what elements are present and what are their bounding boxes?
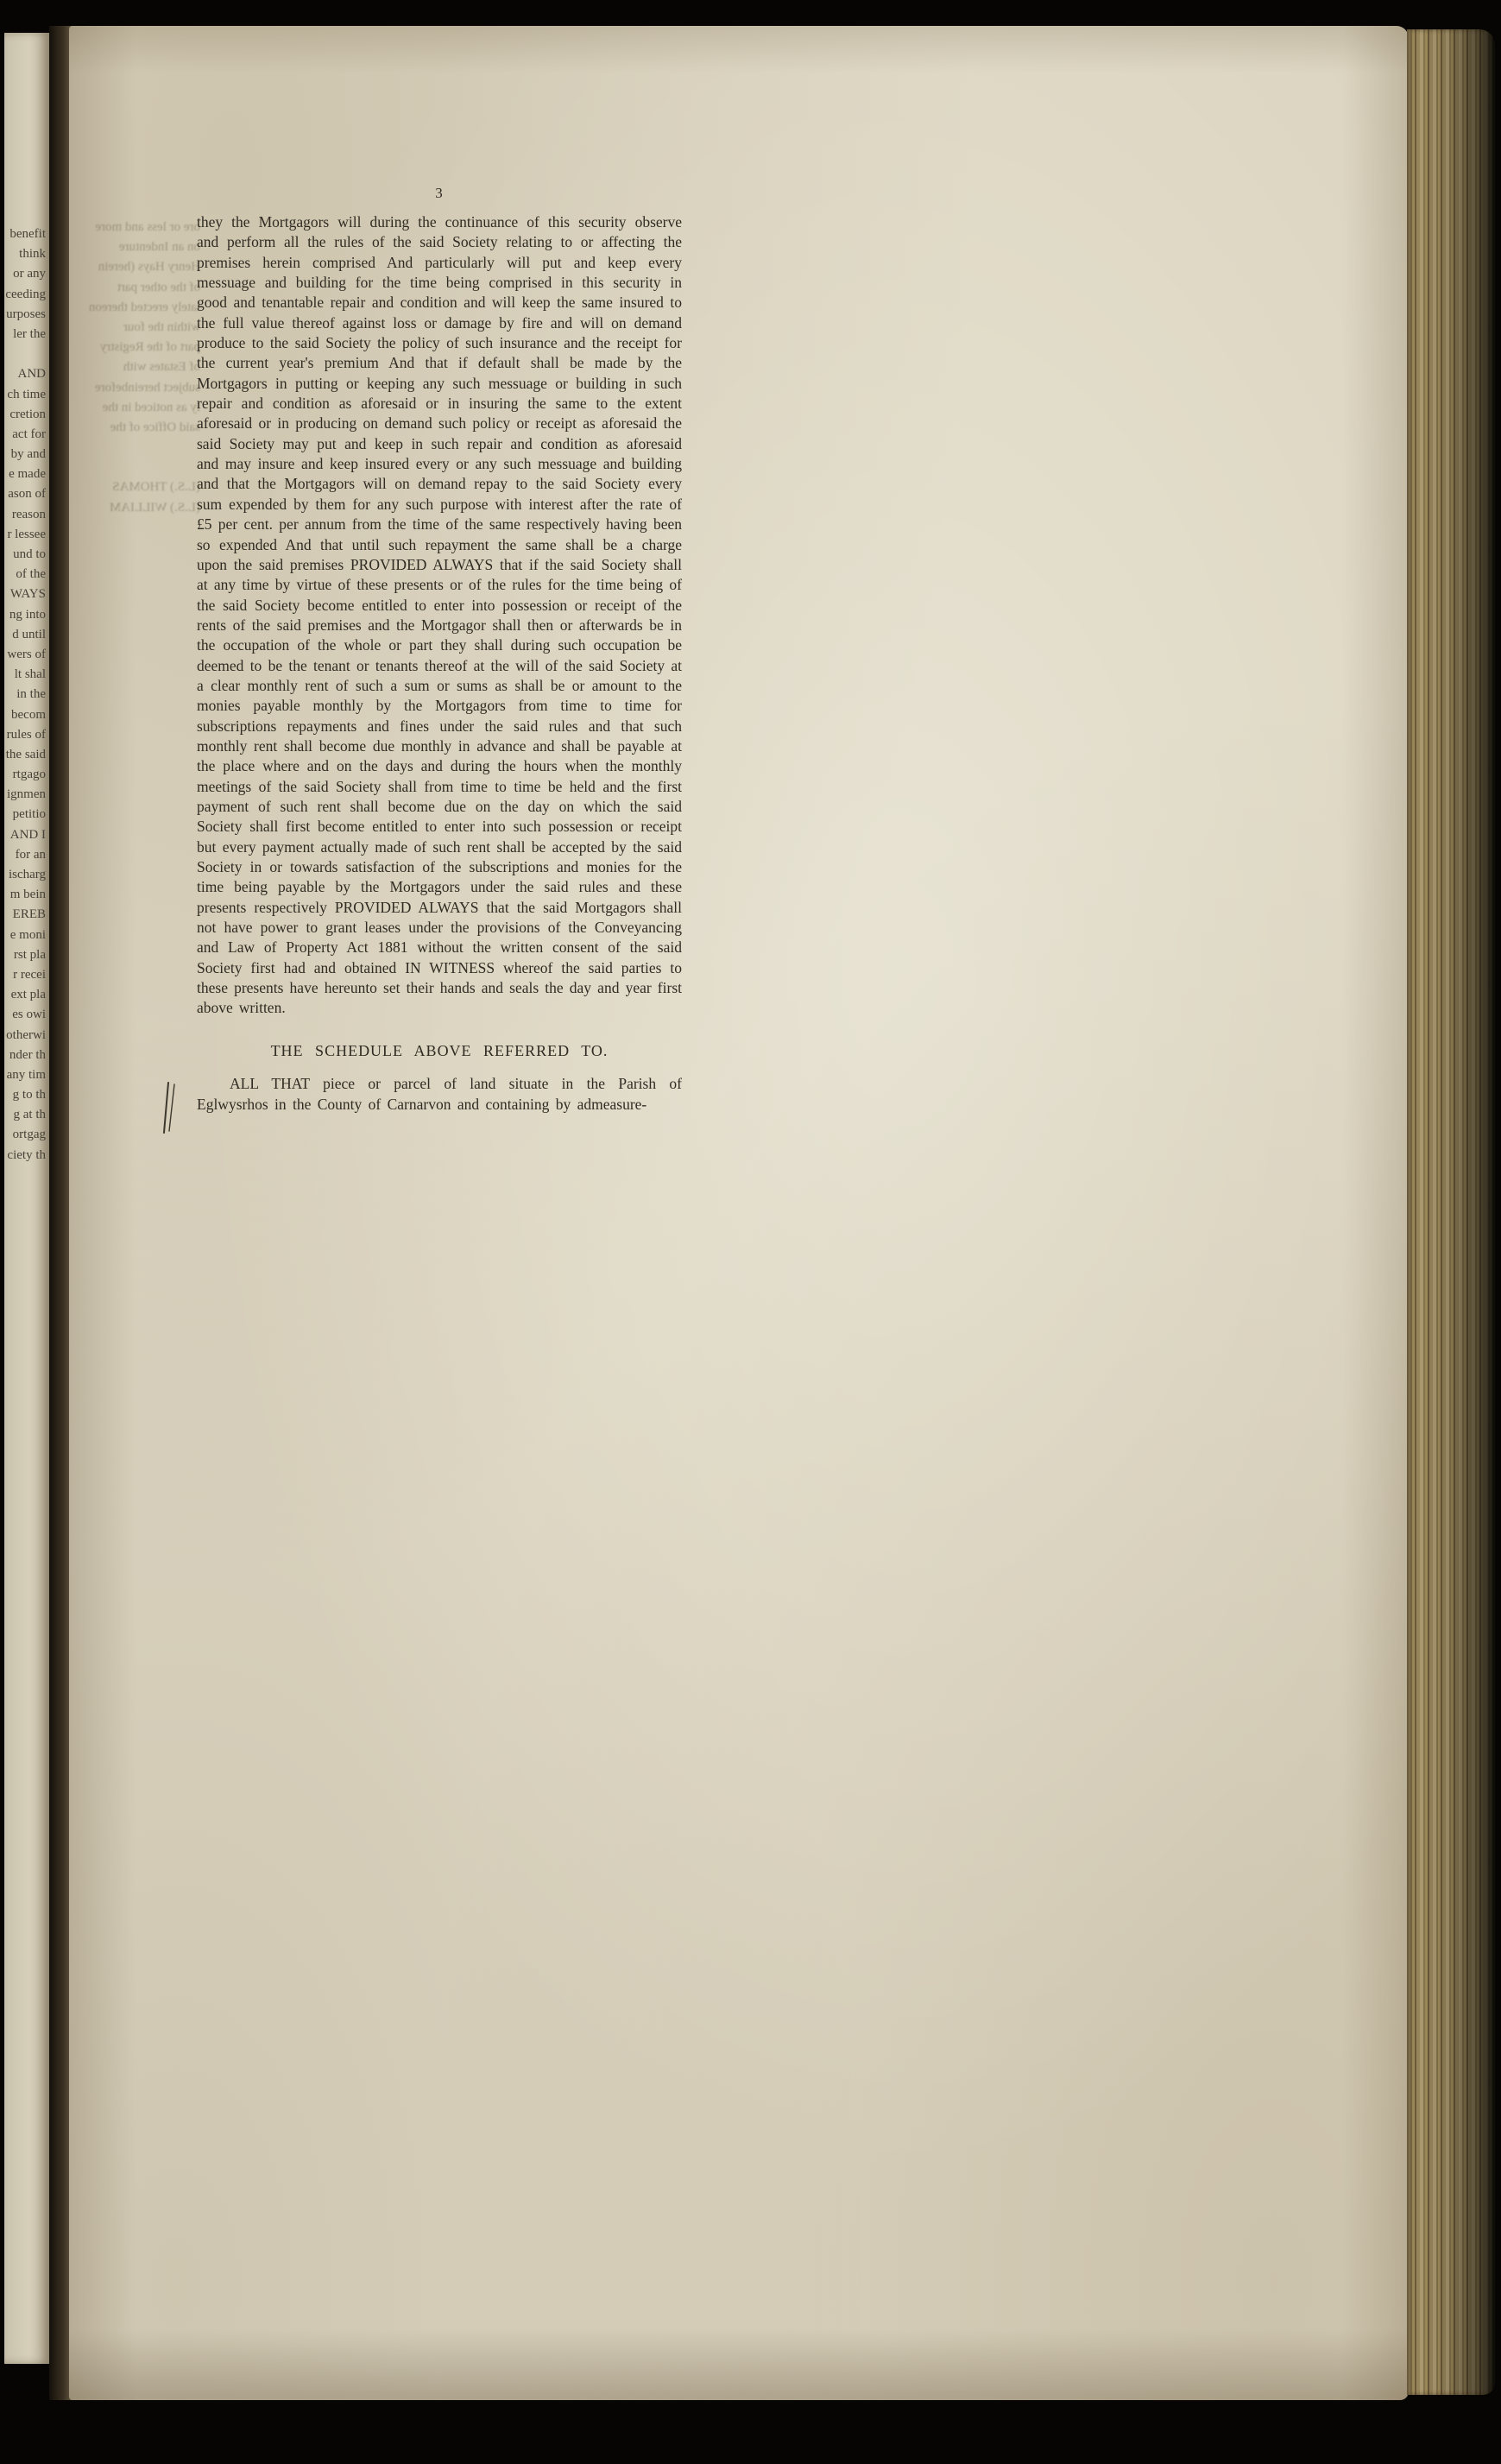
page-fragment-line: think <box>19 247 46 262</box>
page-fragment-line: g to th <box>12 1088 46 1102</box>
bleedthrough-line: part of the Registry <box>99 340 200 355</box>
page-number: 3 <box>435 185 444 201</box>
page-fragment-line: g at th <box>13 1108 46 1122</box>
bleedthrough-line: said Office of the <box>110 420 200 434</box>
page-fragment-line: AND I <box>9 827 46 842</box>
page-fragment-line: ceeding <box>5 287 46 301</box>
bleedthrough-text <box>69 218 200 518</box>
page-fragment-line: for an <box>15 847 46 862</box>
page-fragment-line: urposes <box>6 306 46 321</box>
page-fragment-line: d until <box>12 627 46 641</box>
previous-page-edge <box>4 33 49 2364</box>
page-fragment-line <box>4 344 46 364</box>
bleedthrough-line: (L.S.) WILLIAM <box>109 500 200 515</box>
bleedthrough-line: ly as noticed in the <box>102 400 200 414</box>
page-fragment-line: ler the <box>13 326 46 341</box>
bleedthrough-line: subject hereinbefore <box>94 380 200 395</box>
page-fragment-line: ch time <box>7 387 46 401</box>
page-fragment-line: rtgago <box>12 768 46 782</box>
previous-page-text-column <box>4 224 47 1166</box>
bleedthrough-line: within the four <box>123 319 200 334</box>
page-fragment-line: ng into <box>9 607 46 622</box>
page-fragment-line: m bein <box>9 888 46 902</box>
bleedthrough-line: Henry Hays (herein <box>98 260 200 275</box>
page-fragment-line: ciety th <box>7 1147 46 1162</box>
schedule-heading: THE SCHEDULE ABOVE REFERRED TO. <box>270 1041 609 1059</box>
page-fragment-line: petitio <box>12 807 46 822</box>
margin-mark <box>161 1081 180 1136</box>
page-fragment-line: r recei <box>13 967 46 982</box>
page-fragment-line: rules of <box>6 727 46 742</box>
page-fragment-line: ortgag <box>12 1128 46 1142</box>
page-fragment-line: becom <box>11 707 46 722</box>
page-fragment-line: und to <box>13 547 46 561</box>
page-fragment-line: e moni <box>9 927 46 942</box>
page-fragment-line: AND <box>17 367 46 382</box>
page-fragment-line: e made <box>9 467 46 482</box>
bleedthrough-line: of Estates with <box>123 360 200 375</box>
page-fragment-line: the said <box>5 747 46 761</box>
page-content <box>197 185 682 1115</box>
bleedthrough-line: on an Indenture <box>118 240 200 255</box>
page-fragment-line: ignmen <box>7 787 46 802</box>
page-fragment-line: nder th <box>9 1047 46 1062</box>
page-fragment-line: any tim <box>6 1067 46 1082</box>
bleedthrough-line <box>69 458 200 477</box>
page-fragment-line: EREB <box>12 907 46 922</box>
page-fragment-line: rst pla <box>13 947 46 962</box>
page-fragment-line: act for <box>12 426 46 441</box>
page-fragment-line: wers of <box>7 647 46 661</box>
bleedthrough-line: lately erected thereon <box>88 300 200 314</box>
bleedthrough-line <box>69 438 200 458</box>
page-fragment-line: or any <box>13 267 46 281</box>
fore-edge-pages <box>1407 29 1495 2395</box>
page-fragment-line: ext pla <box>10 988 46 1002</box>
page-fragment-line: in the <box>16 687 46 702</box>
bleedthrough-line: of the other part <box>117 280 200 294</box>
page-fragment-line: ason of <box>8 487 46 502</box>
bleedthrough-line: ore or less and more <box>95 220 200 234</box>
schedule-paragraph: ALL THAT piece or parcel of land situate in the Parish of Eglwysrhos in the County of Carnarvon and containing by admeasure- <box>197 1074 682 1113</box>
page-fragment-line: lt shal <box>14 667 46 682</box>
page-fragment-line: cretion <box>9 407 46 421</box>
page-fragment-line: benefit <box>9 227 46 241</box>
page-fragment-line: ischarg <box>8 868 46 881</box>
bleedthrough-line: (L.S.) THOMAS <box>112 480 200 495</box>
page-fragment-line: es owi <box>12 1008 46 1022</box>
page-fragment-line: r lessee <box>7 527 46 541</box>
body-text: they the Mortgagors will during the continuance of this security observe and perform all the rules of the said Society relating to or affecting the premises herein comprised And particularly will put and keep every messuage and building for the time being comprised in this security in good and tenantable repair and condition and will keep the same insured to the full value thereof against loss or damage by fire and will on demand produce to the said Society the policy of such insurance and the receipt for the current year's premium And that if default shall be made by the Mortgagors in putting or keeping any such messuage or building in such repair and condition as aforesaid or in insuring the same to the extent aforesaid or in producing on demand such policy or receipt as aforesaid the said Society may put and keep in such repair and condition as aforesaid and may insure and keep insured every or any such messuage and building and that the Mortgagors will on demand repay to the said Society every sum expended by them for any such purpose with interest after the rate of £5 per cent. per annum from the time of the same respectively having been so expended And that until such repayment the same shall be a charge upon the said premises PROVIDED ALWAYS that if the said Society shall at any time by virtue of these presents or of the rules for the time being of the said Society become entitled to enter into possession or receipt of the rents of the said premises and the Mortgagor shall then or afterwards be in the occupation of the whole or part they shall during such occupation be deemed to be the tenant or tenants thereof at the will of the said Society at a clear monthly rent of such a sum or sums as shall be or amount to the monies payable monthly by the Mortgagors from time to time for subscriptions repayments and fines under the said rules and that such monthly rent shall become due monthly in advance and shall be payable at the place where and on the days and during the hours when the monthly meetings of the said Society shall from time to time be held and the first payment of such rent shall become due on the day on which the said Society shall first become entitled to enter into such possession or receipt but every payment actually made of such rent shall be accepted by the said Society in or towards satisfaction of the subscriptions and monies for the time being payable by the Mortgagors under the said rules and these presents respectively PROVIDED ALWAYS that the said Mortgagors shall not have power to grant leases under the provisions of the Conveyancing and Law of Property Act 1881 without the written consent of the said Society first had and obtained IN WITNESS whereof the said parties to these presents have hereunto set their hands and seals the day and year first above written. <box>197 213 682 1017</box>
page-fragment-line: WAYS <box>9 587 46 602</box>
page-fragment-line: by and <box>10 447 46 462</box>
page-fragment-line: of the <box>16 567 46 582</box>
page-fragment-line: otherwi <box>6 1027 46 1042</box>
page-fragment-line: reason <box>11 507 46 521</box>
